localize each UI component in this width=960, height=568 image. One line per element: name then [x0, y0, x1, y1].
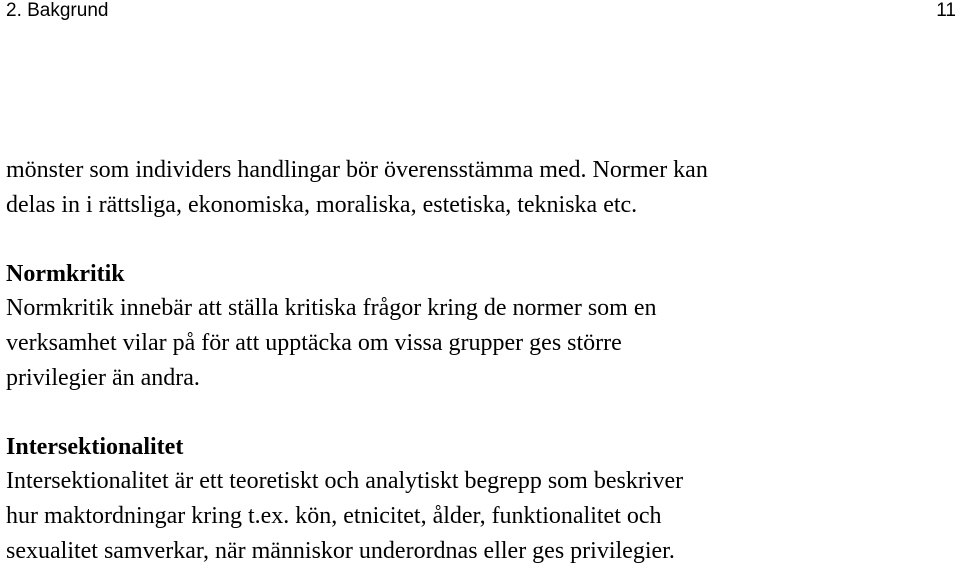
- section-heading-normkritik: Normkritik: [6, 260, 125, 287]
- intro-paragraph: mönster som individers handlingar bör överensstämma med. Normer kan delas in i rättsliga, ekonomiska, moraliska, estetiska, tekniska etc.: [6, 157, 708, 218]
- section-heading-intersektionalitet: Intersektionalitet: [6, 433, 184, 460]
- chapter-title: 2. Bakgrund: [6, 0, 109, 21]
- page-header: [0, 0, 960, 24]
- intersektionalitet-paragraph: Intersektionalitet är ett teoretiskt och analytiskt begrepp som beskriver hur maktordningar kring t.ex. kön, etnicitet, ålder, funktionalitet och sexualitet samverkar, när människor underordnas eller ges privilegier.: [6, 468, 684, 564]
- document-body: [6, 153, 956, 568]
- page-number: 11: [936, 0, 956, 21]
- section-spacer: [6, 222, 956, 257]
- section-spacer: [6, 395, 956, 430]
- normkritik-paragraph: Normkritik innebär att ställa kritiska frågor kring de normer som en verksamhet vilar på för att upptäcka om vissa grupper ges större privilegier än andra.: [6, 295, 657, 391]
